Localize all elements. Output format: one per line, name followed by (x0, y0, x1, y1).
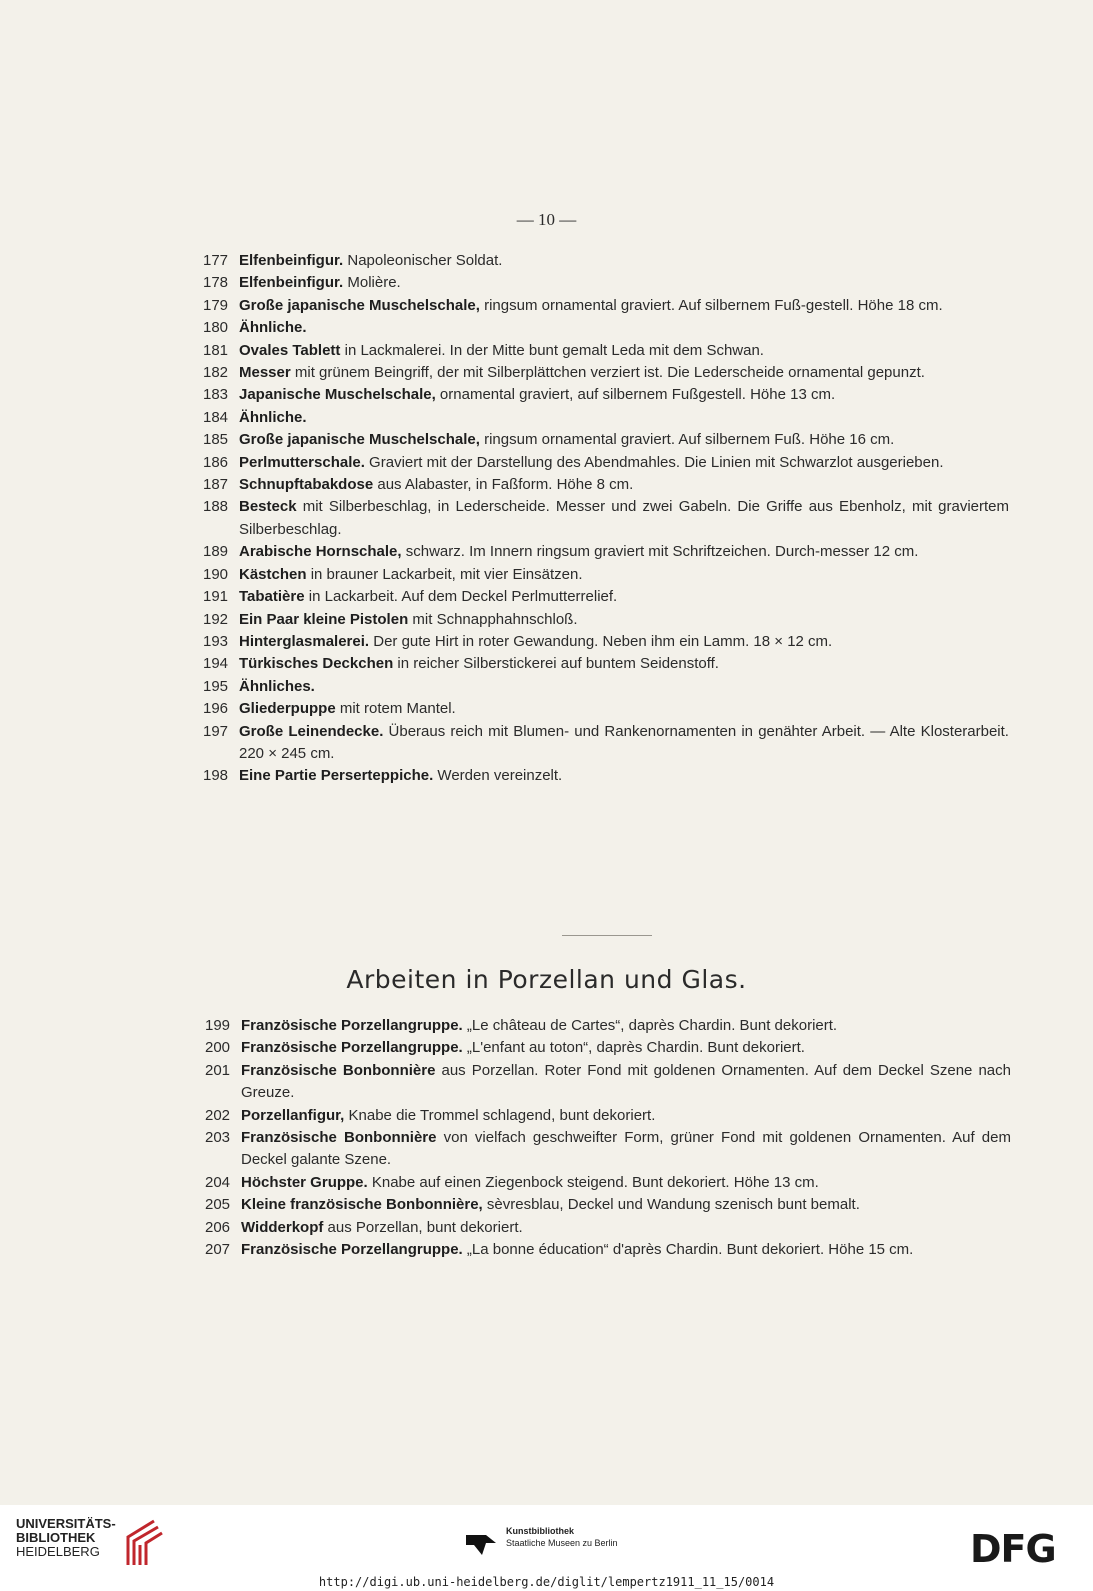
entry-description: mit grünem Beingriff, der mit Silberplättchen verziert ist. Die Lederscheide ornamental gepunzt. (290, 364, 925, 382)
entry-title: Türkisches Deckchen (239, 655, 394, 673)
catalog-entry (203, 496, 1009, 541)
entry-description: ringsum ornamental graviert. Auf silbernem Fuß. Höhe 16 cm. (479, 431, 895, 449)
entry-title: Elfenbeinfigur. (239, 252, 344, 269)
kb-line1: Kunstbibliothek (506, 1526, 574, 1536)
entry-title: Japanische Muschelschale, (239, 386, 436, 404)
catalog-entry (203, 586, 1009, 608)
catalog-entry (203, 295, 1009, 317)
ub-mark-icon (124, 1517, 164, 1567)
entry-description: mit Silberbeschlag, in Lederscheide. Messer und zwei Gabeln. Die Griffe aus Ebenholz, mit graviertem Silberbeschlag. (239, 498, 1009, 538)
catalog-list-part1 (203, 250, 1009, 788)
entry-title: Französische Bonbonnière (241, 1061, 436, 1079)
entry-title: Kästchen (239, 565, 307, 583)
entry-number: 207 (205, 1241, 231, 1259)
catalog-entry (205, 1105, 1011, 1127)
ub-line2: BIBLIOTHEK (16, 1530, 96, 1545)
ub-line3: HEIDELBERG (16, 1544, 100, 1559)
entry-description: Werden vereinzelt. (433, 767, 563, 785)
catalog-entry (203, 609, 1009, 631)
entry-description: aus Alabaster, in Faßform. Höhe 8 cm. (373, 476, 634, 494)
catalog-entry (205, 1239, 1011, 1261)
catalog-entry (205, 1172, 1011, 1194)
entry-number: 204 (205, 1173, 231, 1191)
entry-description: aus Porzellan, bunt dekoriert. (323, 1218, 523, 1236)
entry-description: in Lackmalerei. In der Mitte bunt gemalt Leda mit dem Schwan. (340, 341, 764, 359)
entry-number: 200 (205, 1039, 231, 1057)
entry-number: 186 (203, 453, 229, 471)
catalog-entry (203, 631, 1009, 653)
entry-title: Große japanische Muschelschale, (239, 431, 480, 449)
entry-description: aus Porzellan. Roter Fond mit goldenen Ornamenten. Auf dem Deckel Szene nach Greuze. (241, 1061, 1011, 1102)
entry-number: 191 (203, 588, 229, 606)
entry-number: 182 (203, 364, 229, 382)
catalog-entry (203, 676, 1009, 698)
entry-title: Ovales Tablett (239, 341, 341, 359)
entry-number: 206 (205, 1218, 231, 1236)
source-url[interactable]: http://digi.ub.uni-heidelberg.de/diglit/lempertz1911_11_15/0014 (318, 1575, 775, 1589)
section-divider (562, 935, 652, 936)
catalog-entry (203, 250, 1009, 272)
entry-title: Perlmutterschale. (239, 453, 365, 471)
entry-title: Ein Paar kleine Pistolen (239, 610, 409, 628)
catalog-entry (203, 653, 1009, 675)
entry-number: 179 (203, 296, 229, 314)
catalog-entry (203, 698, 1009, 720)
kb-line2: Staatliche Museen zu Berlin (506, 1538, 618, 1548)
entry-number: 196 (203, 700, 229, 718)
entry-title: Französische Porzellangruppe. (241, 1039, 463, 1057)
entry-title: Widderkopf (241, 1218, 324, 1236)
catalog-entry (203, 452, 1009, 474)
entry-number: 195 (203, 677, 229, 695)
catalog-entry (205, 1194, 1011, 1216)
catalog-entry (203, 384, 1009, 406)
entry-description: „L'enfant au toton“, daprès Chardin. Bunt dekoriert. (462, 1039, 805, 1057)
catalog-list-part2 (205, 1015, 1011, 1261)
entry-number: 188 (203, 498, 229, 516)
entry-number: 205 (205, 1196, 231, 1214)
entry-number: 198 (203, 767, 229, 785)
dfg-logo[interactable]: DFG (970, 1527, 1056, 1571)
entry-title: Arabische Hornschale, (239, 543, 402, 561)
entry-title: Französische Porzellangruppe. (241, 1017, 463, 1034)
catalog-entry (205, 1015, 1011, 1037)
entry-description: „La bonne éducation“ d'après Chardin. Bunt dekoriert. Höhe 15 cm. (462, 1241, 914, 1259)
entry-description: von vielfach geschweifter Form, grüner Fond mit goldenen Ornamenten. Auf dem Deckel galante Szene. (241, 1129, 1011, 1169)
entry-title: Ähnliche. (239, 319, 307, 337)
entry-number: 192 (203, 610, 229, 628)
entry-title: Eine Partie Perserteppiche. (239, 767, 434, 785)
entry-number: 190 (203, 565, 229, 583)
entry-title: Hinterglasmalerei. (239, 632, 370, 650)
entry-number: 194 (203, 655, 229, 673)
catalog-entry (205, 1217, 1011, 1239)
entry-description: „Le château de Cartes“, daprès Chardin. Bunt dekoriert. (462, 1017, 838, 1034)
catalog-entry (203, 765, 1009, 787)
entry-number: 180 (203, 319, 229, 337)
page-number: — 10 — (516, 210, 577, 229)
entry-title: Messer (239, 364, 291, 382)
catalog-entry (203, 541, 1009, 563)
entry-description: in Lackarbeit. Auf dem Deckel Perlmutterrelief. (304, 588, 618, 606)
catalog-entry (203, 272, 1009, 294)
entry-number: 202 (205, 1106, 231, 1124)
entry-description: ornamental graviert, auf silbernem Fußgestell. Höhe 13 cm. (435, 386, 836, 404)
catalog-entry (205, 1037, 1011, 1059)
entry-number: 193 (203, 632, 229, 650)
entry-title: Französische Porzellangruppe. (241, 1241, 463, 1259)
entry-description: Graviert mit der Darstellung des Abendmahles. Die Linien mit Schwarzlot ausgerieben. (364, 453, 944, 471)
entry-description: Knabe die Trommel schlagend, bunt dekoriert. (344, 1106, 656, 1124)
entry-description: Überaus reich mit Blumen- und Rankenornamenten in genähter Arbeit. — Alte Klosterarbeit. 220 × 245 cm. (239, 722, 1009, 762)
catalog-entry (203, 317, 1009, 339)
catalog-entry (203, 340, 1009, 362)
entry-title: Große Leinendecke. (239, 722, 384, 740)
entry-number: 185 (203, 431, 229, 449)
entry-number: 181 (203, 341, 229, 359)
entry-title: Höchster Gruppe. (241, 1173, 368, 1191)
entry-number: 201 (205, 1061, 231, 1079)
entry-description: Knabe auf einen Ziegenbock steigend. Bunt dekoriert. Höhe 13 cm. (367, 1173, 819, 1191)
kunstbibliothek-text (506, 1525, 676, 1549)
ub-line1: UNIVERSITÄTS- (16, 1516, 116, 1531)
catalog-entry (205, 1060, 1011, 1105)
entry-number: 197 (203, 722, 229, 740)
catalog-entry (203, 564, 1009, 586)
section-heading: Arbeiten in Porzellan und Glas. (346, 965, 747, 994)
catalog-entry (203, 407, 1009, 429)
entry-number: 187 (203, 476, 229, 494)
entry-number: 177 (203, 252, 229, 269)
entry-title: Elfenbeinfigur. (239, 274, 344, 292)
entry-title: Besteck (239, 498, 297, 516)
entry-number: 178 (203, 274, 229, 292)
entry-description: schwarz. Im Innern ringsum graviert mit Schriftzeichen. Durch-messer 12 cm. (401, 543, 919, 561)
entry-description: mit rotem Mantel. (335, 700, 456, 718)
catalog-entry (203, 429, 1009, 451)
entry-number: 199 (205, 1017, 231, 1034)
footer-bar (0, 1505, 1093, 1591)
entry-description: in reicher Silberstickerei auf buntem Seidenstoff. (393, 655, 719, 673)
eagle-icon (464, 1531, 498, 1557)
entry-number: 183 (203, 386, 229, 404)
catalog-entry (205, 1127, 1011, 1172)
entry-description: sèvresblau, Deckel und Wandung szenisch bunt bemalt. (482, 1196, 860, 1214)
entry-title: Schnupftabakdose (239, 476, 374, 494)
entry-title: Gliederpuppe (239, 700, 336, 718)
entry-title: Ähnliches. (239, 677, 315, 695)
entry-title: Ähnliche. (239, 408, 307, 426)
ub-logo-text (16, 1517, 116, 1559)
catalog-entry (203, 474, 1009, 496)
entry-number: 184 (203, 408, 229, 426)
entry-description: in brauner Lackarbeit, mit vier Einsätzen. (306, 565, 583, 583)
entry-title: Französische Bonbonnière (241, 1129, 437, 1147)
entry-description: ringsum ornamental graviert. Auf silbernem Fuß-gestell. Höhe 18 cm. (479, 296, 943, 314)
entry-description: Der gute Hirt in roter Gewandung. Neben ihm ein Lamm. 18 × 12 cm. (369, 632, 833, 650)
ub-heidelberg-logo[interactable] (16, 1517, 116, 1559)
entry-description: mit Schnapphahnschloß. (408, 610, 578, 628)
entry-description: Napoleonischer Soldat. (343, 252, 503, 269)
entry-description: Molière. (343, 274, 401, 292)
entry-title: Porzellanfigur, (241, 1106, 345, 1124)
entry-number: 189 (203, 543, 229, 561)
entry-title: Tabatière (239, 588, 305, 606)
catalog-entry (203, 362, 1009, 384)
entry-title: Große japanische Muschelschale, (239, 296, 480, 314)
entry-number: 203 (205, 1129, 231, 1147)
entry-title: Kleine französische Bonbonnière, (241, 1196, 483, 1214)
catalog-entry (203, 721, 1009, 766)
